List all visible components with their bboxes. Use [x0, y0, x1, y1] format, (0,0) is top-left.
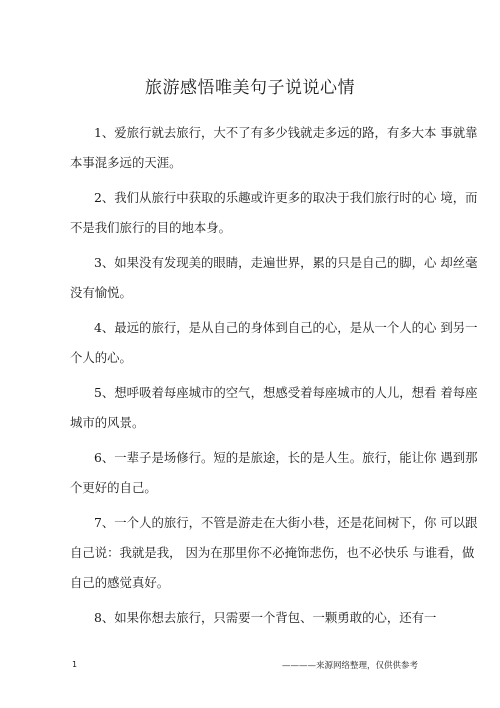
paragraph-line: 没有愉悦。	[70, 285, 132, 300]
paragraph-line: 城市的风景。	[70, 415, 145, 430]
paragraph-line: 8、如果你想去旅行，只需要一个背包、一颗勇敢的心，还有一	[94, 610, 437, 625]
paragraph-8	[70, 603, 437, 633]
paragraph-3	[70, 248, 478, 308]
paragraph-line: 7、一个人的旅行，不管是游走在大街小巷，还是花间树下，你 可以跟	[94, 515, 478, 530]
source-note: ————来源网络整理，仅供供参考	[282, 661, 419, 671]
paragraph-line: 自己说：我就是我， 因为在那里你不必掩饰悲伤，也不必快乐 与谁看，做	[70, 545, 475, 560]
paragraph-line: 本事混多远的天涯。	[70, 155, 182, 170]
paragraph-6	[70, 443, 478, 503]
paragraph-line: 4、最远的旅行，是从自己的身体到自己的心，是从一个人的心 到另一	[94, 320, 478, 335]
paragraph-4	[70, 313, 478, 373]
paragraph-7	[70, 508, 478, 598]
paragraph-line: 自己的感觉真好。	[70, 575, 170, 590]
paragraph-line: 个人的心。	[70, 350, 132, 365]
paragraph-2	[70, 183, 478, 243]
paragraph-line: 1、爱旅行就去旅行，大不了有多少钱就走多远的路，有多大本 事就靠	[94, 125, 478, 140]
paragraph-5	[70, 378, 478, 438]
paragraph-line: 2、我们从旅行中获取的乐趣或许更多的取决于我们旅行时的心 境，而	[94, 190, 478, 205]
paragraph-line: 6、一辈子是场修行。短的是旅途，长的是人生。旅行，能让你 遇到那	[94, 450, 478, 465]
paragraph-line: 不是我们旅行的目的地本身。	[70, 220, 232, 235]
paragraph-line: 3、如果没有发现美的眼睛，走遍世界，累的只是自己的脚，心 却丝毫	[94, 255, 478, 270]
paragraph-line: 5、想呼吸着每座城市的空气，想感受着每座城市的人儿，想看 着每座	[94, 385, 478, 400]
paragraph-1	[70, 118, 478, 178]
document-title: 旅游感悟唯美句子说说心情	[145, 78, 355, 98]
page-number: 1	[72, 660, 78, 669]
paragraph-line: 个更好的自己。	[70, 480, 157, 495]
